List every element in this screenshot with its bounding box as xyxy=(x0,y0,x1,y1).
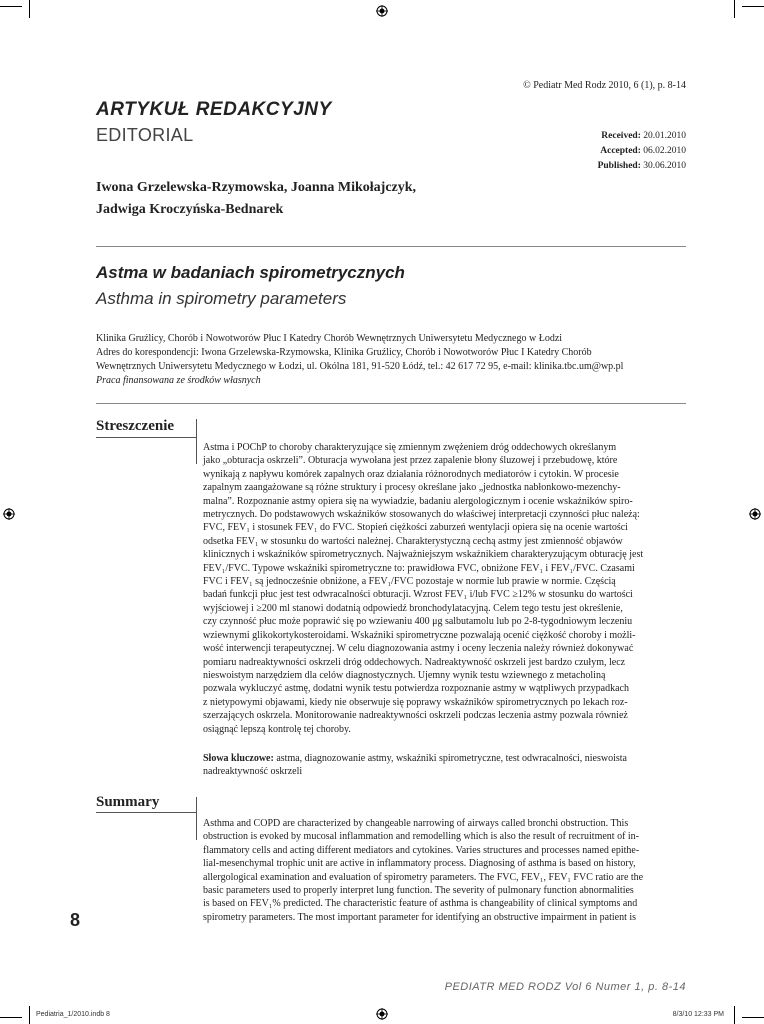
heading-rule xyxy=(96,437,196,438)
divider xyxy=(96,403,686,404)
affiliation-line: Klinika Gruźlicy, Chorób i Nowotworów Płuc I Katedry Chorób Wewnętrznych Uniwersytetu Medycznego w Łodzi xyxy=(96,333,563,344)
summary-heading: Summary xyxy=(96,794,160,810)
text-line: allergological examination and evaluation of spirometry parameters. The FVC, FEV₁, FEV₁ FVC ratio are the xyxy=(203,871,644,883)
registration-mark-icon xyxy=(376,5,388,17)
text-line: zapalnym zaangażowane są różne struktury i procesy określane jako „jednostka nabłonkowo-mezenchy- xyxy=(203,482,621,494)
crop-mark xyxy=(742,1017,764,1018)
citation: © Pediatr Med Rodz 2010, 6 (1), p. 8-14 xyxy=(523,80,686,91)
heading-rule xyxy=(196,419,197,464)
correspondence-line: Adres do korespondencji: Iwona Grzelewska-Rzymowska, Klinika Gruźlicy, Chorób i Nowotworów Płuc I Katedry Chorób xyxy=(96,347,592,358)
text-line: z nietypowymi objawami, kiedy nie obserwuje się poprawy wskaźników spirometrycznych po lekach roz- xyxy=(203,696,628,708)
correspondence-line: Wewnętrznych Uniwersytetu Medycznego w Łodzi, ul. Okólna 181, 91-520 Łódź, tel.: 42 617 72 95, e-mail: klinika.tbc.um@wp.pl xyxy=(96,361,624,372)
text-line: Asthma and COPD are characterized by changeable narrowing of airways called bronchi obstruction. This xyxy=(203,818,629,829)
crop-mark xyxy=(742,6,764,7)
article-title-en: Asthma in spirometry parameters xyxy=(96,289,347,308)
page-number: 8 xyxy=(70,910,81,930)
authors xyxy=(96,177,516,221)
affiliation xyxy=(96,332,696,388)
article-title-pl: Astma w badaniach spirometrycznych xyxy=(96,263,405,282)
text-line: szerzających oskrzela. Monitorowanie nadreaktywności oskrzeli podczas leczenia astmy pozwala również xyxy=(203,710,628,722)
text-line: FEV₁/FVC. Typowe wskaźniki spirometryczne to: prawidłowa FVC, obniżone FEV₁ i FEV₁/FVC. Czasami xyxy=(203,562,635,574)
keywords xyxy=(203,752,686,779)
registration-mark-icon xyxy=(376,1008,388,1020)
divider xyxy=(96,246,686,247)
text-line: obstruction is evoked by mucosal inflammation and remodelling which is also the result of recruitment of in- xyxy=(203,831,640,843)
text-line: FVC, FEV₁ i stosunek FEV₁ do FVC. Stopień ciężkości zaburzeń wentylacji opiera się na ocenie wartości xyxy=(203,522,628,534)
keywords-line: nadreaktywność oskrzeli xyxy=(203,766,303,778)
text-line: nieswoistym narzędziem dla celów diagnostycznych. Ujemny wynik testu wziewnego z metacholiną xyxy=(203,669,606,681)
text-line: malna”. Rozpoznanie astmy opiera się na wywiadzie, badaniu alergologicznym i ocenie wskaźników spiro- xyxy=(203,495,633,507)
crop-mark xyxy=(734,1006,735,1024)
keywords-line: Słowa kluczowe: astma, diagnozowanie astmy, wskaźniki spirometryczne, test odwracalności, nieswoista xyxy=(203,753,627,764)
text-line: lial-mesenchymal trophic unit are active in inflammatory process. Diagnosing of asthma is based on history, xyxy=(203,858,636,870)
text-line: osiągnąć lepszą kontrolę tej choroby. xyxy=(203,723,351,735)
crop-mark xyxy=(0,1017,22,1018)
slug-datetime: 8/3/10 12:33 PM xyxy=(672,1011,724,1018)
text-line: FVC i FEV₁ są jednocześnie obniżone, a FEV₁/FVC pozostaje w normie lub prawie w normie. Częścią xyxy=(203,576,616,588)
crop-mark xyxy=(29,1006,30,1024)
accepted-date: Accepted: 06.02.2010 xyxy=(600,146,686,156)
text-line: Astma i POChP to choroby charakteryzujące się zmiennym zwężeniem dróg oddechowych określanym xyxy=(203,442,617,453)
text-line: spirometry parameters. The most important parameter for identifying an obstructive impairment in patient is xyxy=(203,911,637,923)
section-title-en: EDITORIAL xyxy=(96,125,194,145)
text-line: jako „obturacja oskrzeli”. Obturacja wywołana jest przez zapalenie błony śluzowej i przebudowę, które xyxy=(203,455,618,467)
text-line: wziewnymi glikokortykosteroidami. Wskaźniki spirometryczne pozwalają ocenić ciężkość choroby i możli- xyxy=(203,629,636,641)
streszczenie-heading: Streszczenie xyxy=(96,418,175,434)
section-title-pl: ARTYKUŁ REDAKCYJNY xyxy=(96,99,332,120)
received-date: Received: 20.01.2010 xyxy=(601,131,686,141)
running-footer: PEDIATR MED RODZ Vol 6 Numer 1, p. 8-14 xyxy=(444,981,686,993)
slug-file: Pediatria_1/2010.indb 8 xyxy=(36,1011,110,1018)
text-line: klinicznych i wskaźników spirometrycznych. Najważniejszym wskaźnikiem charakteryzującym obturację jest xyxy=(203,549,644,561)
dates-block xyxy=(598,129,686,174)
text-line: badań funkcji płuc jest test odwracalności obturacji. Wzrost FEV₁ i/lub FVC ≥12% w stosunku do wartości xyxy=(203,589,633,601)
authors-line: Jadwiga Kroczyńska-Bednarek xyxy=(96,202,284,217)
registration-mark-icon xyxy=(749,508,761,520)
crop-mark xyxy=(0,6,22,7)
text-line: flammatory cells and acting different mediators and cytokines. Varies structures and processes named epithe- xyxy=(203,844,640,856)
published-date: Published: 30.06.2010 xyxy=(597,161,686,171)
text-line: basic parameters used to properly interpret lung function. The severity of pulmonary function abnormalities xyxy=(203,885,634,897)
text-line: pozwala wykluczyć astmę, dodatni wynik testu potwierdza rozpoznanie astmy w wątpliwych przypadkach xyxy=(203,683,629,695)
funding-note: Praca finansowana ze środków własnych xyxy=(96,375,261,386)
text-line: wyjściowej i ≥200 ml stanowi dodatnią odpowiedź bronchodylatacyjną. Celem tego testu jest określenie, xyxy=(203,602,623,614)
authors-line: Iwona Grzelewska-Rzymowska, Joanna Mikołajczyk, xyxy=(96,180,417,195)
text-line: pomiaru nadreaktywności oskrzeli dróg oddechowych. Nadreaktywność oskrzeli jest bardzo czułym, lecz xyxy=(203,656,626,668)
registration-mark-icon xyxy=(3,508,15,520)
text-line: odsetka FEV₁ w stosunku do wartości należnej. Charakterystyczną cechą astmy jest zmienność objawów xyxy=(203,535,623,547)
text-line: is based on FEV₁% predicted. The characteristic feature of asthma is changeability of clinical symptoms and xyxy=(203,898,638,910)
crop-mark xyxy=(734,0,735,18)
heading-rule xyxy=(96,812,196,813)
abstract-pl xyxy=(203,441,686,736)
text-line: metrycznych. Do podstawowych wskaźników stosowanych do właściwej interpretacji czynności płuc należą: xyxy=(203,509,640,521)
crop-mark xyxy=(29,0,30,18)
text-line: wość interwencji terapeutycznej. W celu diagnozowania astmy i oceny leczenia należy również dokonywać xyxy=(203,643,634,655)
heading-rule xyxy=(196,797,197,840)
abstract-en xyxy=(203,817,686,924)
text-line: czy czynność płuc może poprawić się po wziewaniu 400 μg salbutamolu lub po 2-8-tygodniowym leczeniu xyxy=(203,616,633,628)
text-line: wynikają z napływu komórek zapalnych oraz działania różnorodnych mediatorów i cytokin. W procesie xyxy=(203,468,619,480)
